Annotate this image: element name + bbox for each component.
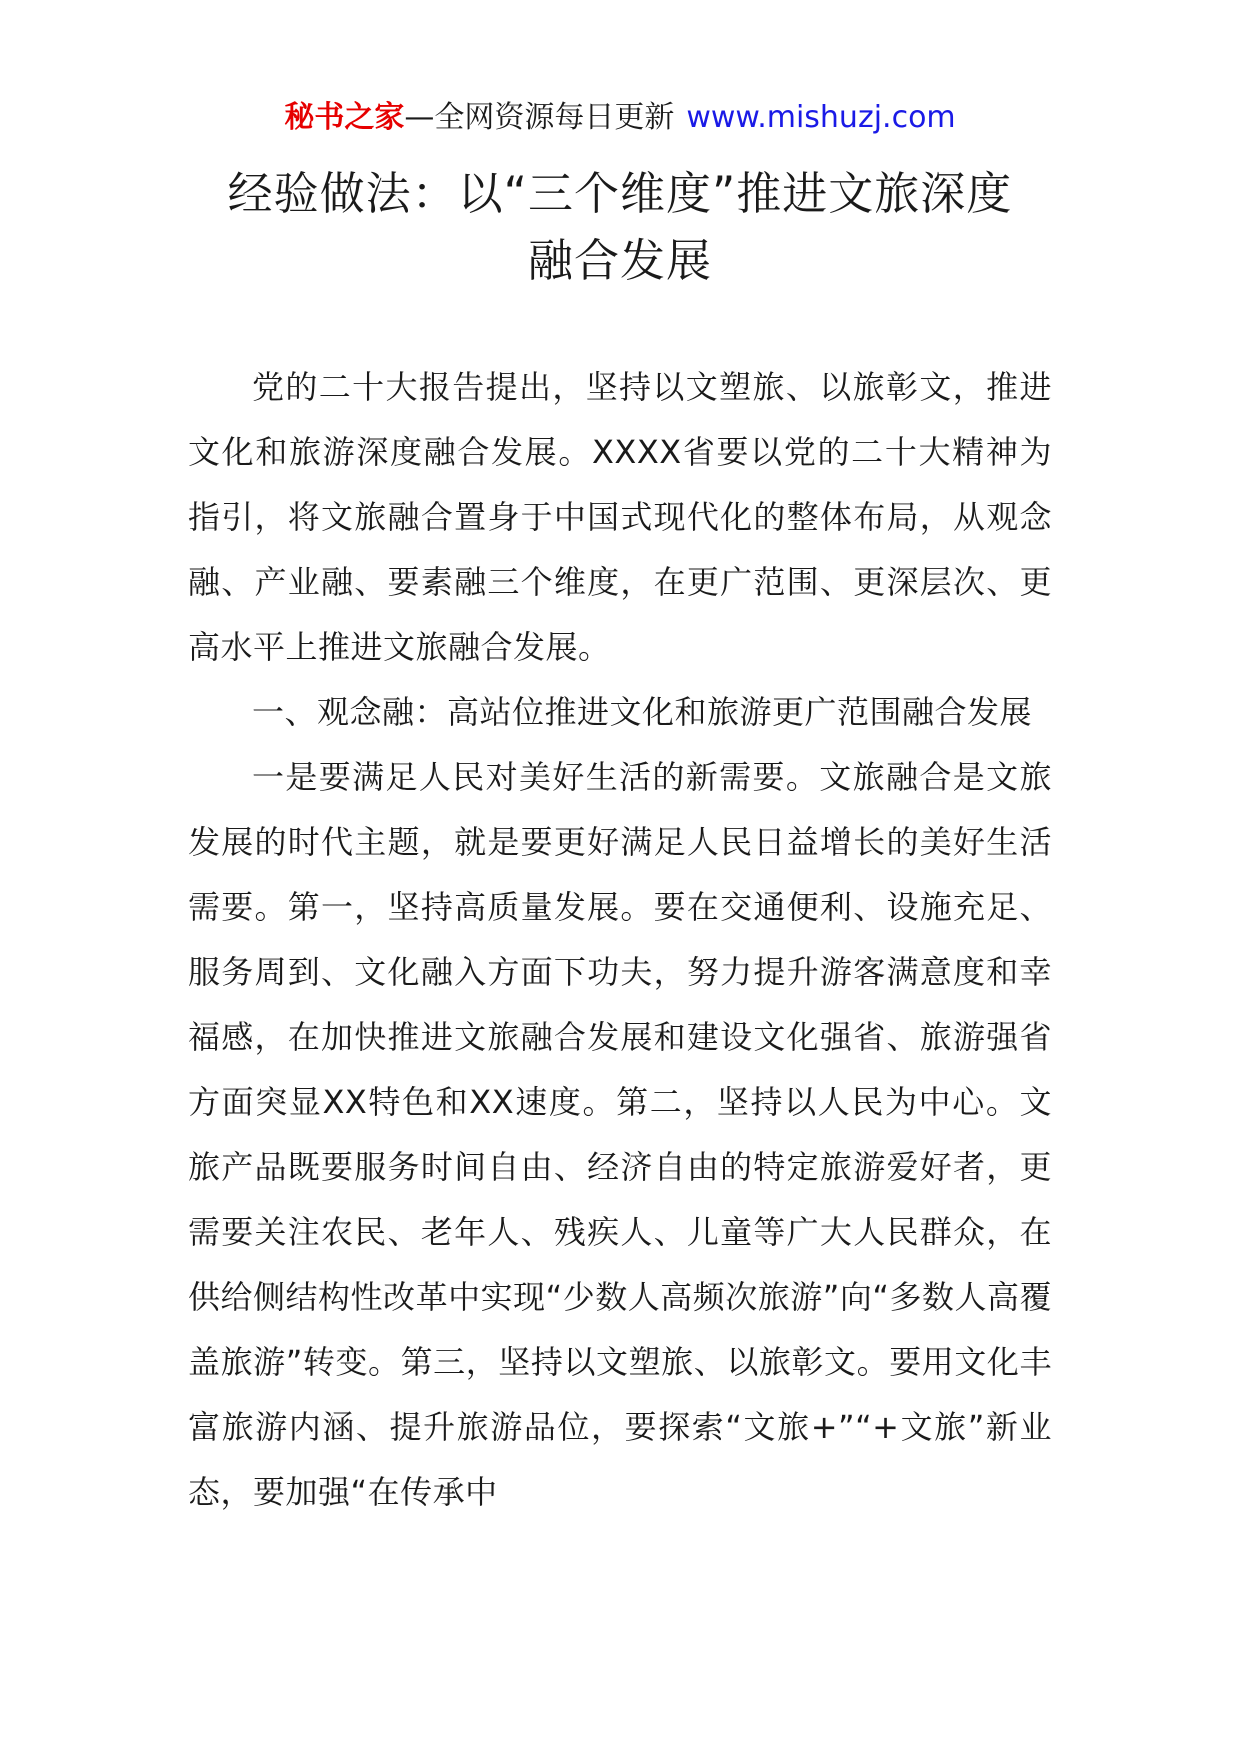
document-body [188, 355, 1052, 1525]
site-slogan: —全网资源每日更新 [404, 100, 675, 135]
site-brand: 秘书之家 [284, 100, 405, 135]
site-url-link[interactable]: www.mishuzj.com [686, 100, 956, 135]
title-line-2: 融合发展 [527, 234, 712, 287]
section-heading-1: 一、观念融：高站位推进文化和旅游更广范围融合发展 [252, 693, 1033, 731]
intro-paragraph: 党的二十大报告提出，坚持以文塑旅、以旅彰文，推进文化和旅游深度融合发展。XXXX省要以党的二十大精神为指引，将文旅融合置身于中国式现代化的整体布局，从观念融、产业融、要素融三个维度，在更广范围、更深层次、更高水平上推进文旅融合发展。 [188, 368, 1052, 666]
title-line-1: 经验做法：以“三个维度”推进文旅深度 [227, 167, 1013, 220]
document-title [160, 160, 1080, 294]
body-paragraph: 一是要满足人民对美好生活的新需要。文旅融合是文旅发展的时代主题，就是要更好满足人民日益增长的美好生活需要。第一，坚持高质量发展。要在交通便利、设施充足、服务周到、文化融入方面下功夫，努力提升游客满意度和幸福感，在加快推进文旅融合发展和建设文化强省、旅游强省方面突显XX特色和XX速度。第二，坚持以人民为中心。文旅产品既要服务时间自由、经济自由的特定旅游爱好者，更需要关注农民、老年人、残疾人、儿童等广大人民群众，在供给侧结构性改革中实现“少数人高频次旅游”向“多数人高覆盖旅游”转变。第三，坚持以文塑旅、以旅彰文。要用文化丰富旅游内涵、提升旅游品位，要探索“文旅+”“+文旅”新业态，要加强“在传承中 [188, 758, 1052, 1511]
site-header [0, 98, 1240, 138]
